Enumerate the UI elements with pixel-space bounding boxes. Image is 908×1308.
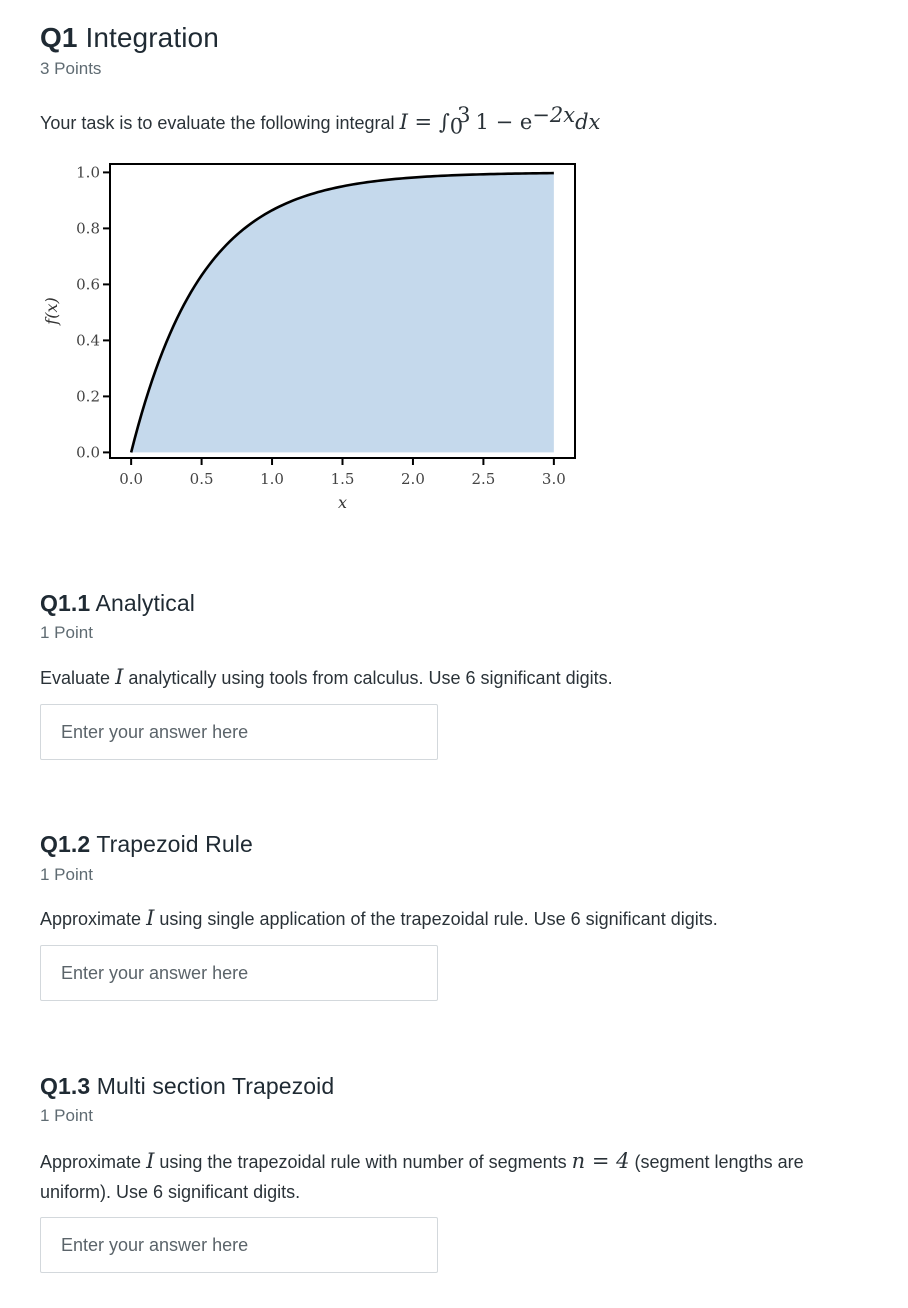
y-tick-label: 0.8 xyxy=(76,219,100,238)
subquestion-title xyxy=(40,590,195,617)
prompt-text: using the trapezoidal rule with number of segments xyxy=(159,1152,567,1172)
subquestion-points: 1 Point xyxy=(40,623,93,642)
integrand-exponent: −2x xyxy=(532,103,576,127)
x-tick-label: 2.0 xyxy=(401,470,425,488)
subquestion-prompt xyxy=(40,662,613,693)
integral-area-chart xyxy=(32,150,592,530)
integral-area-fill xyxy=(131,173,554,452)
subquestion-title xyxy=(40,1073,334,1100)
prompt-text: Evaluate xyxy=(40,668,111,688)
prompt-text: Approximate xyxy=(40,909,142,929)
x-axis-label: x xyxy=(337,493,348,512)
prompt-text: (segment lengths are uniform). Use 6 significant digits. xyxy=(40,1152,804,1202)
integral-variable: I xyxy=(146,1149,155,1173)
integral-differential: dx xyxy=(575,110,601,134)
subquestion-points: 1 Point xyxy=(40,865,93,884)
y-tick-label: 0.0 xyxy=(76,443,100,462)
x-tick-label: 3.0 xyxy=(541,470,566,488)
prompt-text: analytically using tools from calculus. Use 6 significant digits. xyxy=(128,668,613,688)
subquestion-number: Q1.3 xyxy=(40,1073,91,1099)
x-tick-label: 2.5 xyxy=(471,470,496,488)
subquestion-prompt xyxy=(40,903,718,934)
multi-trapezoid-answer-input[interactable] xyxy=(40,1217,438,1273)
subquestion-number: Q1.1 xyxy=(40,590,91,616)
x-tick-label: 1.5 xyxy=(330,470,355,488)
integral-variable: I xyxy=(115,665,124,689)
y-axis-label: f(x) xyxy=(42,297,61,325)
subquestion-title-text: Analytical xyxy=(95,590,195,616)
analytical-answer-input[interactable] xyxy=(40,704,438,760)
trapezoid-answer-input[interactable] xyxy=(40,945,438,1001)
prompt-text: using single application of the trapezoidal rule. Use 6 significant digits. xyxy=(159,909,718,929)
integral-variable: I xyxy=(399,110,408,134)
subquestion-prompt xyxy=(40,1146,870,1207)
integral-lower-bound: 0 xyxy=(449,114,464,139)
integrand: 1 − e xyxy=(475,110,533,134)
prompt-text: Approximate xyxy=(40,1152,142,1172)
subquestion-title-text: Trapezoid Rule xyxy=(96,831,253,857)
prompt-text: Your task is to evaluate the following integral xyxy=(40,113,395,133)
subquestion-number: Q1.2 xyxy=(40,831,91,857)
y-tick-label: 0.4 xyxy=(76,331,100,350)
y-tick-label: 0.6 xyxy=(76,275,100,294)
x-tick-label: 0.5 xyxy=(189,470,214,488)
question-number: Q1 xyxy=(40,22,78,53)
integral-expression: $I = \int_0^3$ $1 - e^{-2x}dx$ xyxy=(399,103,601,139)
subquestion-title xyxy=(40,831,253,858)
question-title xyxy=(40,22,219,54)
subquestion-points: 1 Point xyxy=(40,1106,93,1125)
segments-expression: n = 4 xyxy=(571,1149,630,1173)
y-tick-label: 1.0 xyxy=(76,163,100,182)
integral-variable: I xyxy=(146,906,155,930)
y-tick-label: 0.2 xyxy=(76,387,100,406)
x-tick-label: 1.0 xyxy=(260,470,284,488)
question-prompt xyxy=(40,100,600,142)
question-title-text: Integration xyxy=(85,22,219,53)
subquestion-title-text: Multi section Trapezoid xyxy=(96,1073,335,1099)
x-tick-label: 0.0 xyxy=(119,470,144,488)
integral-upper-bound: 3 xyxy=(457,103,471,127)
question-points: 3 Points xyxy=(40,59,102,78)
